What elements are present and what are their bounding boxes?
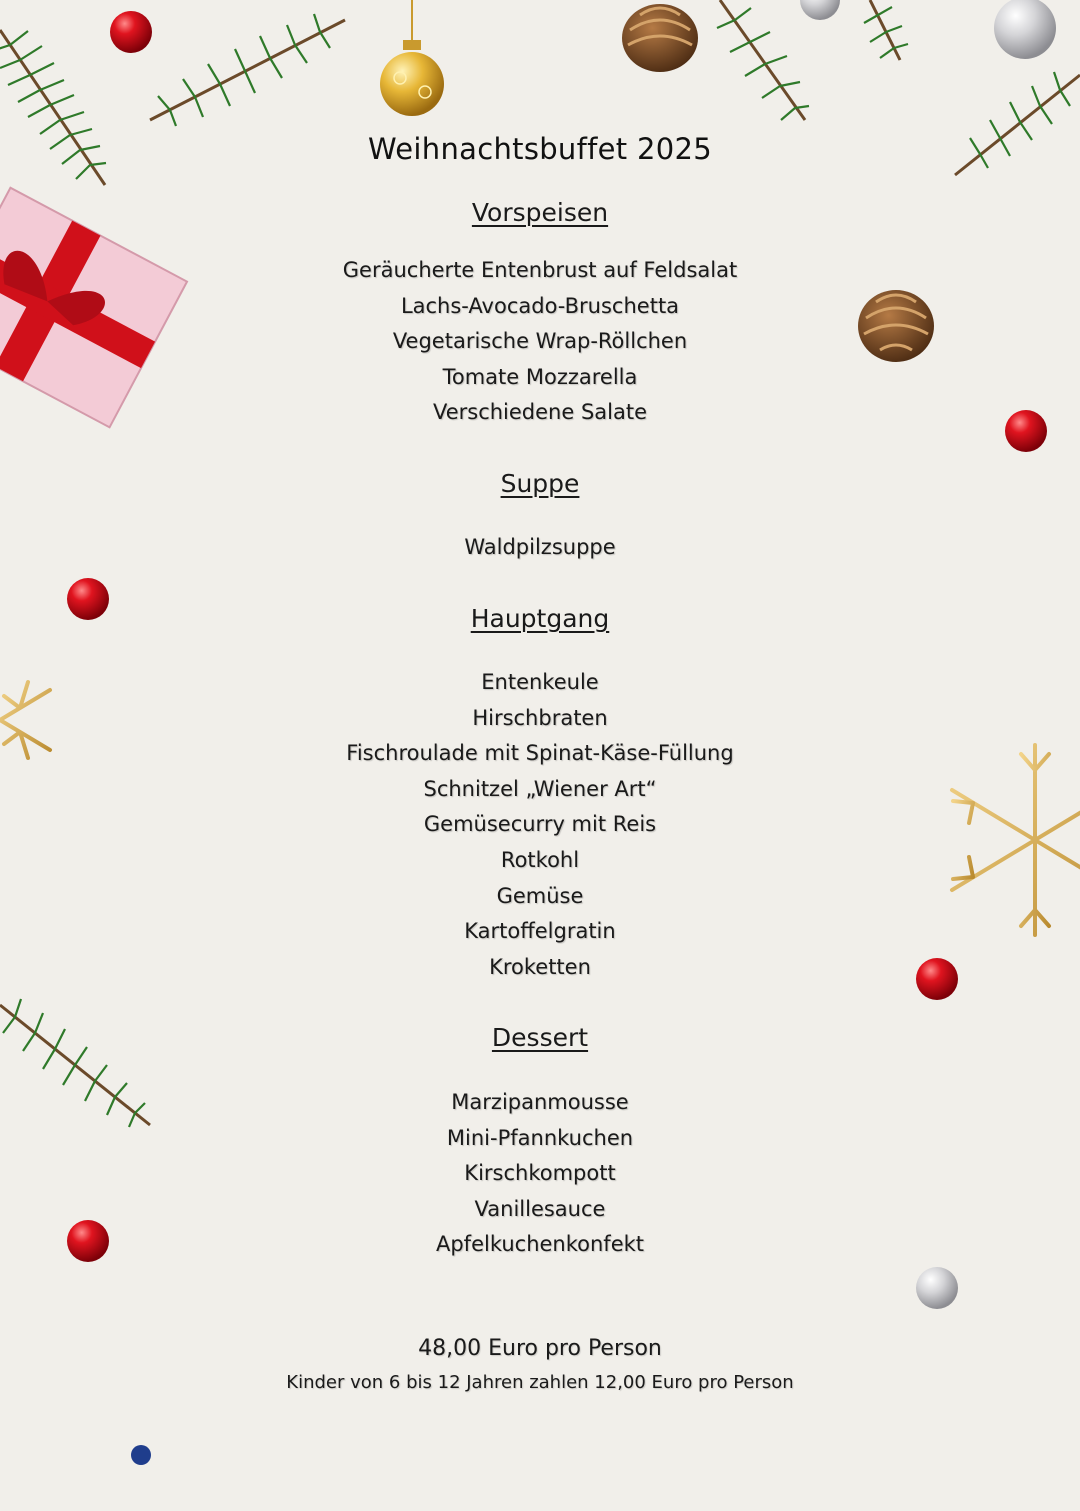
menu-item: Gemüse xyxy=(496,883,584,908)
menu-item: Apfelkuchenkonfekt xyxy=(435,1232,645,1257)
menu-item: Tomate Mozzarella xyxy=(442,364,638,389)
menu-item: Lachs-Avocado-Bruschetta xyxy=(400,293,680,318)
section-items-hauptgang xyxy=(0,665,1080,985)
section-items-suppe xyxy=(0,530,1080,566)
menu-item: Waldpilzsuppe xyxy=(464,535,616,559)
menu-item: Hirschbraten xyxy=(472,705,608,730)
menu-item: Schnitzel „Wiener Art“ xyxy=(423,776,657,801)
menu-item: Entenkeule xyxy=(481,670,599,694)
price-per-person: 48,00 Euro pro Person xyxy=(418,1336,662,1361)
menu-item: Fischroulade mit Spinat-Käse-Füllung xyxy=(346,741,734,766)
menu-item: Kroketten xyxy=(489,954,591,979)
children-price-note: Kinder von 6 bis 12 Jahren zahlen 12,00 Euro pro Person xyxy=(286,1372,794,1393)
menu-item: Vanillesauce xyxy=(474,1196,606,1221)
section-heading-dessert: Dessert xyxy=(491,1023,589,1052)
section-heading-hauptgang: Hauptgang xyxy=(470,604,610,633)
menu-item: Vegetarische Wrap-Röllchen xyxy=(392,329,688,354)
menu-item: Geräucherte Entenbrust auf Feldsalat xyxy=(342,258,738,282)
menu-item: Rotkohl xyxy=(500,847,580,872)
menu-item: Verschiedene Salate xyxy=(432,400,648,425)
section-heading-suppe: Suppe xyxy=(500,469,580,498)
menu-title: Weihnachtsbuffet 2025 xyxy=(368,132,712,166)
section-heading-vorspeisen: Vorspeisen xyxy=(471,198,609,227)
blue-dot-icon xyxy=(131,1445,151,1465)
menu-item: Kirschkompott xyxy=(464,1161,616,1186)
menu-item: Gemüsecurry mit Reis xyxy=(423,812,657,837)
menu-item: Mini-Pfannkuchen xyxy=(446,1125,634,1150)
menu-item: Marzipanmousse xyxy=(451,1090,629,1114)
section-items-vorspeisen xyxy=(0,253,1080,431)
section-items-dessert xyxy=(0,1085,1080,1263)
menu-item: Kartoffelgratin xyxy=(464,919,616,944)
